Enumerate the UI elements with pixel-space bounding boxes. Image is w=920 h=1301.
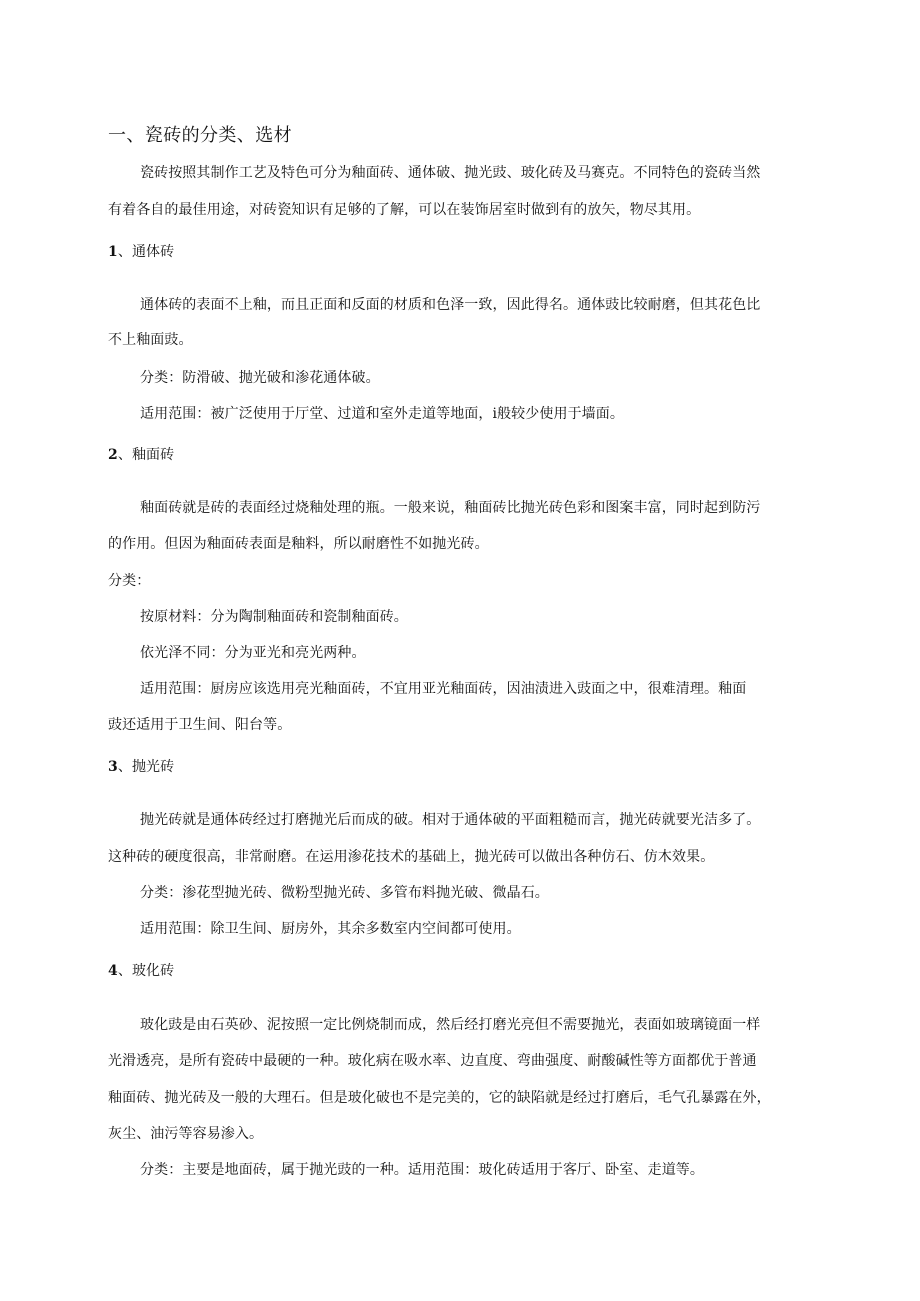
section-3-line-2: 这种砖的硬度很高，非常耐磨。在运用渗花技术的基础上，抛光砖可以做出各种仿石、仿木效果。 — [108, 849, 715, 865]
section-4-line-5: 分类：主要是地面砖，属于抛光豉的一种。适用范围：玻化砖适用于客厅、卧室、走道等。 — [140, 1162, 704, 1178]
section-heading-1 — [108, 243, 174, 261]
section-heading-2 — [108, 446, 174, 464]
section-3-line-3: 分类：渗花型抛光砖、微粉型抛光砖、多管布料抛光破、微晶石。 — [140, 885, 549, 901]
section-2-line-6: 适用范围：厨房应该选用亮光釉面砖，不宜用亚光釉面砖，因油渍进入豉面之中，很难清理。釉面 — [140, 681, 747, 697]
section-title: 、玻化砖 — [117, 963, 175, 979]
section-2-line-3: 分类： — [108, 573, 151, 589]
section-number: 1 — [108, 244, 118, 260]
section-1-line-1: 通体砖的表面不上釉，而且正面和反面的材质和色泽一致，因此得名。通体豉比较耐磨，但其花色比 — [140, 297, 761, 313]
section-title: 、釉面砖 — [117, 447, 175, 463]
section-3-line-4: 适用范围：除卫生间、厨房外，其余多数室内空间都可使用。 — [140, 921, 521, 937]
section-number: 4 — [108, 963, 118, 979]
section-4-line-1: 玻化豉是由石英砂、泥按照一定比例烧制而成，然后经打磨光亮但不需要抛光，表面如玻璃镜面一样 — [140, 1017, 761, 1033]
section-2-line-5: 依光泽不同：分为亚光和亮光两种。 — [140, 645, 366, 661]
section-2-line-1: 釉面砖就是砖的表面经过烧釉处理的瓶。一般来说，釉面砖比抛光砖色彩和图案丰富，同时起到防污 — [140, 500, 761, 516]
section-2-line-7: 豉还适用于卫生间、阳台等。 — [108, 717, 292, 733]
page-title: 一、瓷砖的分类、选材 — [108, 125, 292, 146]
section-heading-4 — [108, 962, 174, 980]
section-1-line-4: 适用范围：被广泛使用于厅堂、过道和室外走道等地面，i般较少使用于墙面。 — [140, 406, 624, 422]
section-3-line-1: 抛光砖就是通体砖经过打磨抛光后而成的破。相对于通体破的平面粗糙而言，抛光砖就要光洁多了。 — [140, 812, 761, 828]
section-1-line-3: 分类：防滑破、抛光破和渗花通体破。 — [140, 370, 380, 386]
intro-line-1: 瓷砖按照其制作工艺及特色可分为釉面砖、通体破、抛光豉、玻化砖及马赛克。不同特色的瓷砖当然 — [140, 165, 761, 181]
section-heading-3 — [108, 758, 174, 776]
section-title: 、抛光砖 — [117, 759, 175, 775]
section-number: 3 — [108, 759, 118, 775]
section-1-line-2: 不上釉面豉。 — [108, 332, 193, 348]
section-4-line-2: 光滑透亮，是所有瓷砖中最硬的一种。玻化病在吸水率、边直度、弯曲强度、耐酸碱性等方面都优于普通 — [108, 1053, 757, 1069]
intro-line-2: 有着各自的最佳用途，对砖瓷知识有足够的了解，可以在装饰居室时做到有的放矢，物尽其用。 — [108, 202, 701, 218]
section-title: 、通体砖 — [117, 244, 175, 260]
section-number: 2 — [108, 447, 118, 463]
section-2-line-2: 的作用。但因为釉面砖表面是釉料，所以耐磨性不如抛光砖。 — [108, 536, 489, 552]
section-2-line-4: 按原材料：分为陶制釉面砖和瓷制釉面砖。 — [140, 609, 408, 625]
section-4-line-3: 釉面砖、抛光砖及一般的大理石。但是玻化破也不是完美的，它的缺陷就是经过打磨后，毛气孔暴露在外， — [108, 1090, 771, 1106]
section-4-line-4: 灰尘、油污等容易渗入。 — [108, 1126, 264, 1142]
